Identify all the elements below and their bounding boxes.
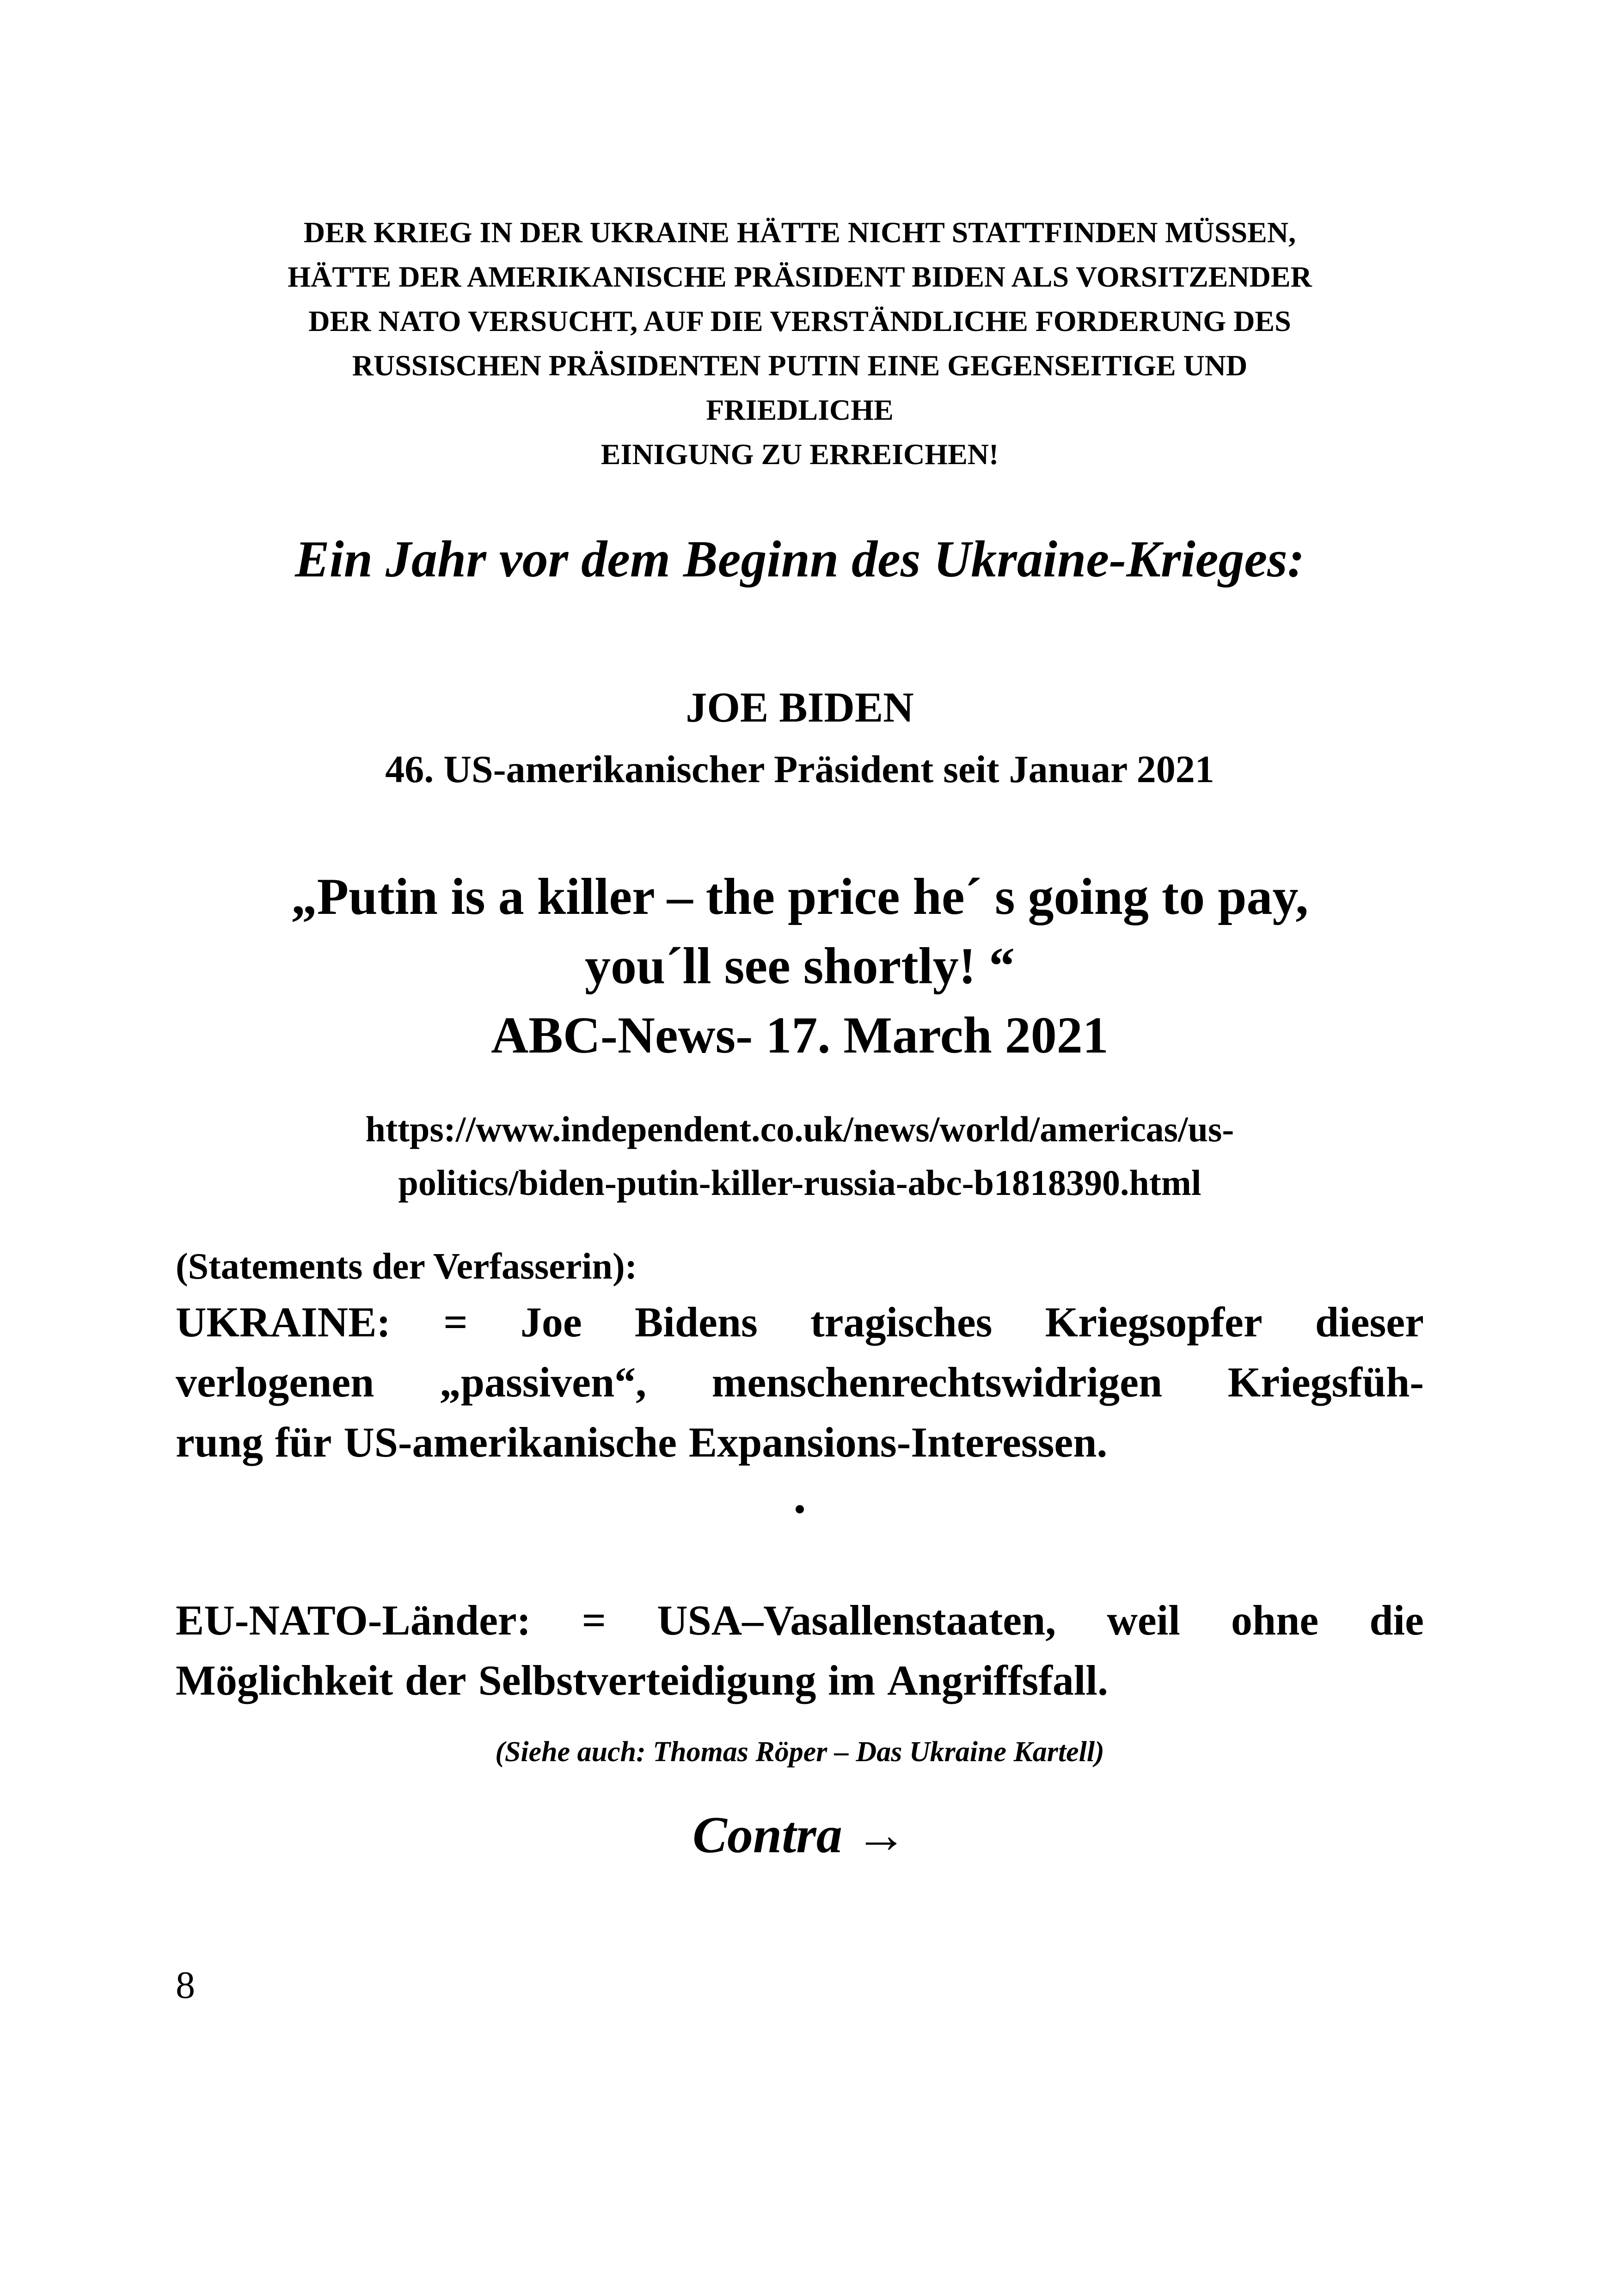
word: Bidens: [634, 1298, 758, 1346]
subtitle: Ein Jahr vor dem Beginn des Ukraine-Krieges:: [294, 531, 1305, 588]
word: im: [828, 1657, 876, 1704]
heading-line: DER NATO VERSUCHT, AUF DIE VERSTÄNDLICHE FORDERUNG DES: [308, 305, 1291, 337]
word: =: [443, 1298, 468, 1346]
eu-nato-paragraph: [176, 1590, 1424, 1710]
word: Möglichkeit: [176, 1657, 393, 1704]
word: Kriegsfüh-: [1227, 1359, 1424, 1406]
quote-source: ABC-News- 17. March 2021: [491, 1007, 1109, 1064]
word: menschenrechtswidrigen: [711, 1359, 1163, 1406]
statements-label: (Statements der Verfasserin):: [176, 1246, 637, 1287]
url-line: politics/biden-putin-killer-russia-abc-b1818390.html: [398, 1163, 1201, 1203]
word: „passiven“,: [439, 1359, 647, 1406]
word: Selbstverteidigung: [478, 1657, 816, 1704]
source-url: [176, 1102, 1424, 1210]
paragraph-line: [176, 1650, 1424, 1710]
word: =: [582, 1597, 607, 1644]
word: der: [404, 1657, 466, 1704]
paragraph-line: [176, 1590, 1424, 1650]
word: US-amerikanische: [343, 1419, 677, 1466]
heading-line: HÄTTE DER AMERIKANISCHE PRÄSIDENT BIDEN ALS VORSITZENDER: [288, 260, 1312, 293]
heading-line: DER KRIEG IN DER UKRAINE HÄTTE NICHT STATTFINDEN MÜSSEN,: [303, 216, 1296, 249]
see-also-reference: (Siehe auch: Thomas Röper – Das Ukraine Kartell): [495, 1736, 1104, 1768]
quote-line: you´ll see shortly! “: [584, 937, 1015, 995]
page-number: 8: [176, 1964, 195, 2007]
heading-line: RUSSISCHEN PRÄSIDENTEN PUTIN EINE GEGENSEITIGE UND: [352, 349, 1248, 382]
paragraph-line: [176, 1292, 1424, 1352]
word: Kriegsopfer: [1045, 1298, 1263, 1346]
word: weil: [1107, 1597, 1180, 1644]
contra-link[interactable]: Contra →: [693, 1806, 907, 1864]
word: die: [1369, 1597, 1424, 1644]
word: Joe: [520, 1298, 582, 1346]
word: verlogenen: [176, 1359, 374, 1406]
word: Expansions-Interessen.: [688, 1419, 1108, 1466]
word: USA–Vasallenstaaten,: [657, 1597, 1056, 1644]
ukraine-paragraph: [176, 1292, 1424, 1472]
word: für: [275, 1419, 332, 1466]
word: tragisches: [810, 1298, 993, 1346]
word: dieser: [1315, 1298, 1424, 1346]
heading-line: FRIEDLICHE: [706, 393, 894, 426]
person-name: JOE BIDEN: [686, 684, 914, 731]
word: Angriffsfall.: [887, 1657, 1108, 1704]
paragraph-line: [176, 1352, 1424, 1412]
paragraph-line: [176, 1412, 1424, 1472]
heading-line: EINIGUNG ZU ERREICHEN!: [601, 438, 999, 471]
page-heading: [176, 210, 1424, 477]
word: UKRAINE:: [176, 1298, 391, 1346]
quote-line: „Putin is a killer – the price he´ s going to pay,: [291, 868, 1309, 925]
bullet-separator-icon: [791, 1500, 809, 1518]
url-line: https://www.independent.co.uk/news/world/americas/us-: [365, 1109, 1234, 1149]
person-role: 46. US-amerikanischer Präsident seit Januar 2021: [385, 748, 1214, 791]
word: ohne: [1231, 1597, 1319, 1644]
word: rung: [176, 1419, 264, 1466]
word: EU-NATO-Länder:: [176, 1597, 531, 1644]
quote: [176, 862, 1424, 1070]
